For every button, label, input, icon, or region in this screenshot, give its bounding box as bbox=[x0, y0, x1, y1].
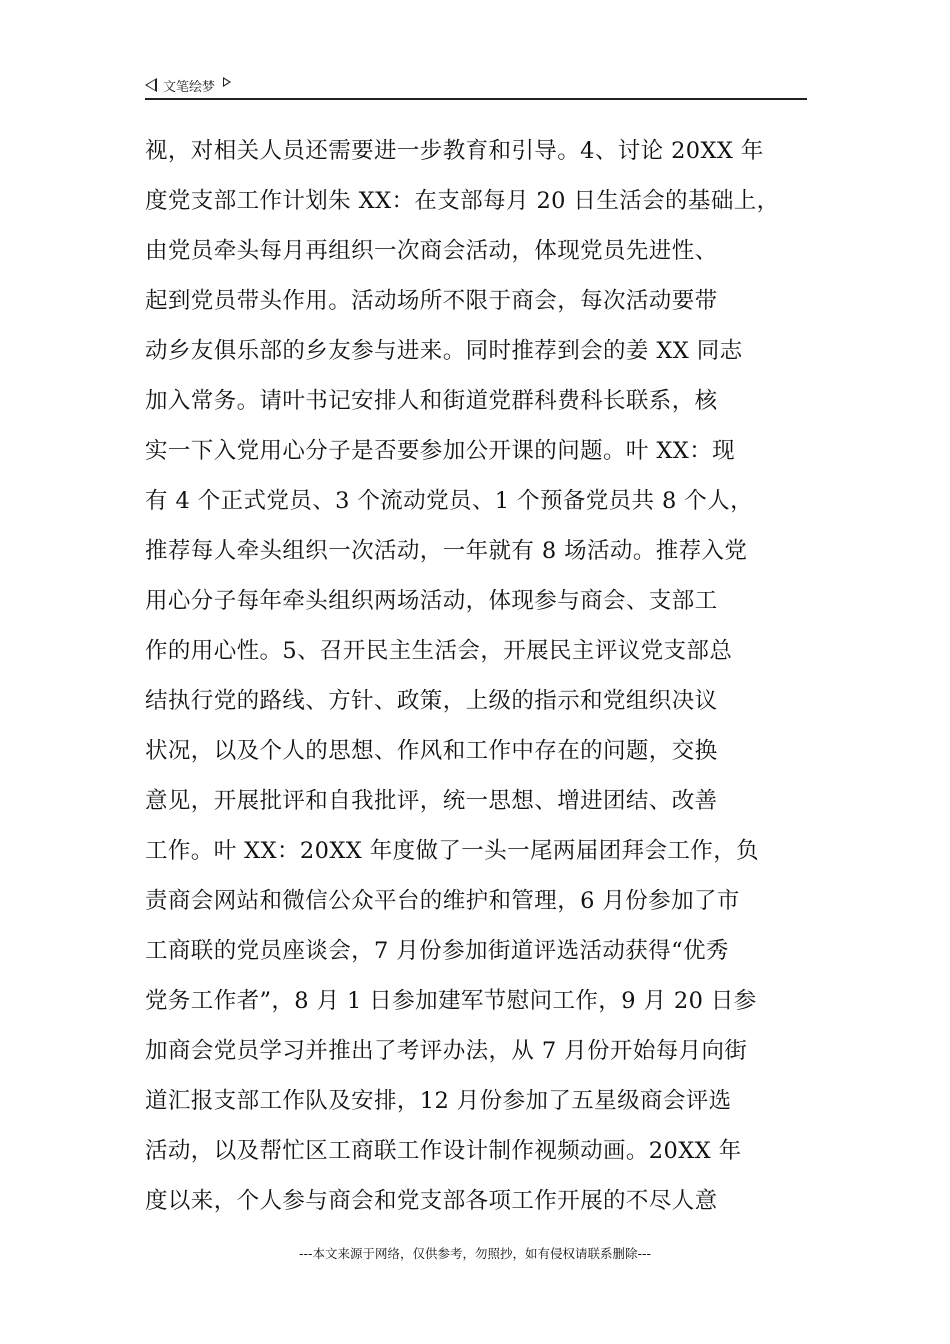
body-line: 党务工作者”，8 月 1 日参加建军节慰问工作，9 月 20 日参 bbox=[145, 988, 757, 1014]
body-line: 活动，以及帮忙区工商联工作设计制作视频动画。20XX 年 bbox=[145, 1138, 742, 1164]
body-line: 状况，以及个人的思想、作风和工作中存在的问题，交换 bbox=[145, 738, 718, 764]
body-line: 度党支部工作计划朱 XX：在支部每月 20 日生活会的基础上， bbox=[145, 188, 780, 214]
body-line: 用心分子每年牵头组织两场活动，体现参与商会、支部工 bbox=[145, 588, 718, 614]
body-line: 推荐每人牵头组织一次活动，一年就有 8 场活动。推荐入党 bbox=[145, 538, 748, 564]
body-line: 意见，开展批评和自我批评，统一思想、增进团结、改善 bbox=[145, 788, 718, 814]
left-triangle-icon bbox=[145, 78, 157, 92]
body-line: 工作。叶 XX：20XX 年度做了一头一尾两届团拜会工作，负 bbox=[145, 838, 760, 864]
body-line: 度以来，个人参与商会和党支部各项工作开展的不尽人意 bbox=[145, 1188, 718, 1214]
right-triangle-icon bbox=[223, 77, 231, 87]
body-line: 实一下入党用心分子是否要参加公开课的问题。叶 XX：现 bbox=[145, 438, 735, 464]
body-line: 道汇报支部工作队及安排，12 月份参加了五星级商会评选 bbox=[145, 1088, 732, 1114]
body-line: 结执行党的路线、方针、政策，上级的指示和党组织决议 bbox=[145, 688, 718, 714]
body-line: 有 4 个正式党员、3 个流动党员、1 个预备党员共 8 个人， bbox=[145, 488, 753, 514]
body-line: 工商联的党员座谈会，7 月份参加街道评选活动获得“优秀 bbox=[145, 938, 729, 964]
page-footer: ---本文来源于网络，仅供参考，勿照抄，如有侵权请联系删除--- bbox=[298, 1246, 652, 1261]
body-line: 作的用心性。5、召开民主生活会，开展民主评议党支部总 bbox=[145, 638, 733, 664]
body-line: 视，对相关人员还需要进一步教育和引导。4、讨论 20XX 年 bbox=[145, 138, 764, 164]
body-line: 起到党员带头作用。活动场所不限于商会，每次活动要带 bbox=[145, 288, 718, 314]
body-line: 加商会党员学习并推出了考评办法，从 7 月份开始每月向街 bbox=[145, 1038, 748, 1064]
body-line: 责商会网站和微信公众平台的维护和管理，6 月份参加了市 bbox=[145, 888, 740, 914]
body-line: 由党员牵头每月再组织一次商会活动，体现党员先进性、 bbox=[145, 238, 718, 264]
body-line: 动乡友俱乐部的乡友参与进来。同时推荐到会的姜 XX 同志 bbox=[145, 338, 743, 364]
document-body bbox=[145, 126, 809, 1226]
body-line: 加入常务。请叶书记安排人和街道党群科费科长联系，核 bbox=[145, 388, 718, 414]
page-header bbox=[145, 74, 807, 100]
header-title: 文笔绘梦 bbox=[163, 79, 216, 95]
